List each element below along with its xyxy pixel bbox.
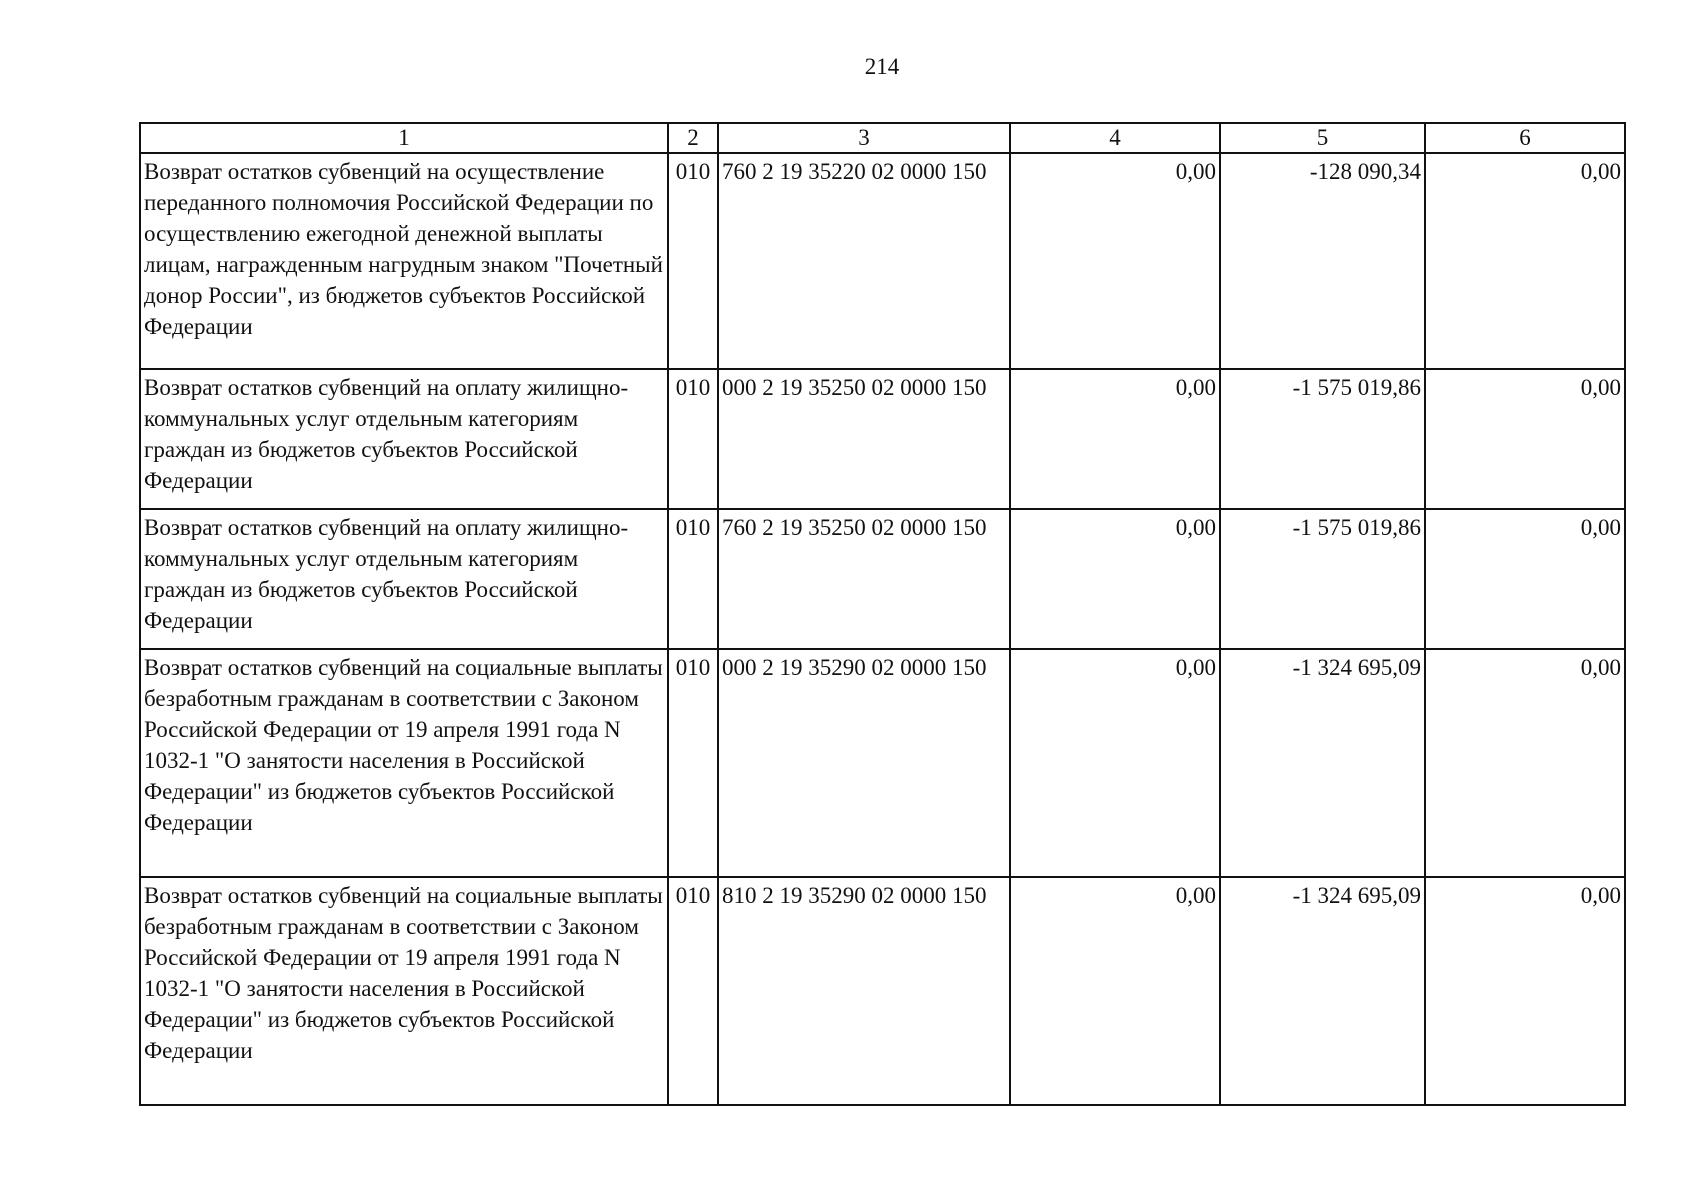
- row-code: 760 2 19 35250 02 0000 150: [718, 509, 1010, 649]
- row-code: 000 2 19 35290 02 0000 150: [718, 649, 1010, 877]
- column-header-3: 3: [718, 123, 1010, 153]
- table-row: [140, 369, 1625, 509]
- row-col2: 010: [668, 153, 718, 369]
- row-col4: 0,00: [1010, 877, 1220, 1105]
- row-col5: -1 575 019,86: [1220, 369, 1425, 509]
- column-header-4: 4: [1010, 123, 1220, 153]
- row-col2: 010: [668, 509, 718, 649]
- row-col4: 0,00: [1010, 369, 1220, 509]
- column-header-6: 6: [1425, 123, 1625, 153]
- row-description: Возврат остатков субвенций на социальные выплаты безработным гражданам в соответствии с Законом Российской Федерации от 19 апреля 1991 года N 1032-1 "О занятости населения в Российской Федерации" из бюджетов субъектов Российской Федерации: [140, 649, 668, 877]
- row-col4: 0,00: [1010, 153, 1220, 369]
- table-row: [140, 509, 1625, 649]
- table-row: [140, 153, 1625, 369]
- row-col2: 010: [668, 369, 718, 509]
- table-row: [140, 649, 1625, 877]
- budget-table: [139, 122, 1626, 1106]
- row-description: Возврат остатков субвенций на осуществление переданного полномочия Российской Федерации по осуществлению ежегодной денежной выплаты лицам, награжденным нагрудным знаком "Почетный донор России", из бюджетов субъектов Российской Федерации: [140, 153, 668, 369]
- column-header-2: 2: [668, 123, 718, 153]
- page-number: 214: [864, 54, 900, 79]
- row-col6: 0,00: [1425, 649, 1625, 877]
- row-description: Возврат остатков субвенций на оплату жилищно-коммунальных услуг отдельным категориям граждан из бюджетов субъектов Российской Федерации: [140, 509, 668, 649]
- column-header-5: 5: [1220, 123, 1425, 153]
- row-col4: 0,00: [1010, 649, 1220, 877]
- row-description: Возврат остатков субвенций на оплату жилищно-коммунальных услуг отдельным категориям граждан из бюджетов субъектов Российской Федерации: [140, 369, 668, 509]
- row-code: 000 2 19 35250 02 0000 150: [718, 369, 1010, 509]
- row-col5: -1 575 019,86: [1220, 509, 1425, 649]
- row-col6: 0,00: [1425, 509, 1625, 649]
- row-col5: -1 324 695,09: [1220, 877, 1425, 1105]
- row-col5: -1 324 695,09: [1220, 649, 1425, 877]
- row-col2: 010: [668, 649, 718, 877]
- row-description: Возврат остатков субвенций на социальные выплаты безработным гражданам в соответствии с Законом Российской Федерации от 19 апреля 1991 года N 1032-1 "О занятости населения в Российской Федерации" из бюджетов субъектов Российской Федерации: [140, 877, 668, 1105]
- table-row: [140, 877, 1625, 1105]
- row-col2: 010: [668, 877, 718, 1105]
- row-col6: 0,00: [1425, 369, 1625, 509]
- column-header-1: 1: [140, 123, 668, 153]
- table-header-row: [140, 123, 1625, 153]
- row-col6: 0,00: [1425, 153, 1625, 369]
- row-code: 760 2 19 35220 02 0000 150: [718, 153, 1010, 369]
- row-col4: 0,00: [1010, 509, 1220, 649]
- row-code: 810 2 19 35290 02 0000 150: [718, 877, 1010, 1105]
- row-col5: -128 090,34: [1220, 153, 1425, 369]
- row-col6: 0,00: [1425, 877, 1625, 1105]
